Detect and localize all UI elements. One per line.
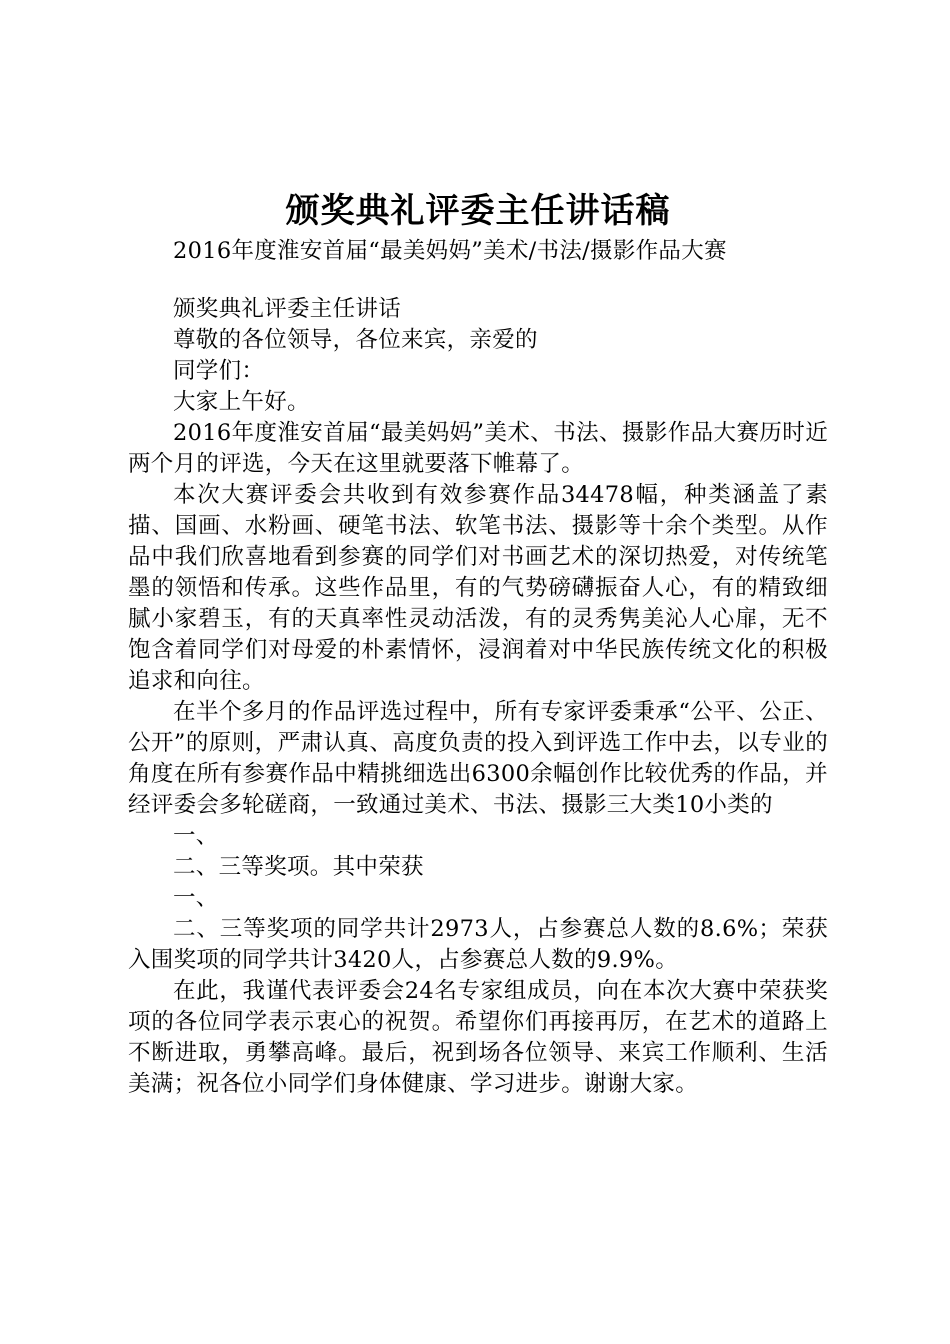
document-title: 颁奖典礼评委主任讲话稿 bbox=[285, 191, 671, 231]
paragraph-judging: 在半个多月的作品评选过程中，所有专家评委秉承“公平、公正、公开”的原则，严肃认真、高度负责的投入到评选工作中去，以专业的角度在所有参赛作品中精挑细选出6300余幅创作比较优秀的作品，并经评委会多轮磋商，一致通过美术、书法、摄影三大类10小类的 bbox=[128, 699, 828, 818]
paragraph-good-morning: 大家上午好。 bbox=[173, 389, 310, 415]
document-page bbox=[128, 188, 828, 1100]
paragraph-greeting: 尊敬的各位领导，各位来宾，亲爱的 bbox=[173, 327, 538, 353]
paragraph-fragment-3: 一、 bbox=[173, 885, 219, 911]
paragraph-award-stats: 二、三等奖项的同学共计2973人，占参赛总人数的8.6%；荣获入围奖项的同学共计3420人，占参赛总人数的9.9%。 bbox=[128, 916, 828, 973]
paragraph-speech-heading: 颁奖典礼评委主任讲话 bbox=[173, 296, 402, 322]
paragraph-greeting-students: 同学们： bbox=[173, 358, 265, 384]
paragraph-fragment-2: 二、三等奖项。其中荣获 bbox=[173, 854, 424, 880]
document-subtitle: 2016年度淮安首届“最美妈妈”美术/书法/摄影作品大赛 bbox=[173, 238, 727, 264]
paragraph-fragment-1: 一、 bbox=[173, 823, 219, 849]
paragraph-closing: 在此，我谨代表评委会24名专家组成员，向在本次大赛中荣获奖项的各位同学表示衷心的祝贺。希望你们再接再厉，在艺术的道路上不断进取，勇攀高峰。最后，祝到场各位领导、来宾工作顺利、生活美满；祝各位小同学们身体健康、学习进步。谢谢大家。 bbox=[128, 978, 828, 1097]
paragraph-intro: 2016年度淮安首届“最美妈妈”美术、书法、摄影作品大赛历时近两个月的评选，今天在这里就要落下帷幕了。 bbox=[128, 420, 828, 477]
paragraph-entries: 本次大赛评委会共收到有效参赛作品34478幅，种类涵盖了素描、国画、水粉画、硬笔书法、软笔书法、摄影等十余个类型。从作品中我们欣喜地看到参赛的同学们对书画艺术的深切热爱，对传统笔墨的领悟和传承。这些作品里，有的气势磅礴振奋人心，有的精致细腻小家碧玉，有的天真率性灵动活泼，有的灵秀隽美沁人心扉，无不饱含着同学们对母爱的朴素情怀，浸润着对中华民族传统文化的积极追求和向往。 bbox=[128, 482, 828, 694]
